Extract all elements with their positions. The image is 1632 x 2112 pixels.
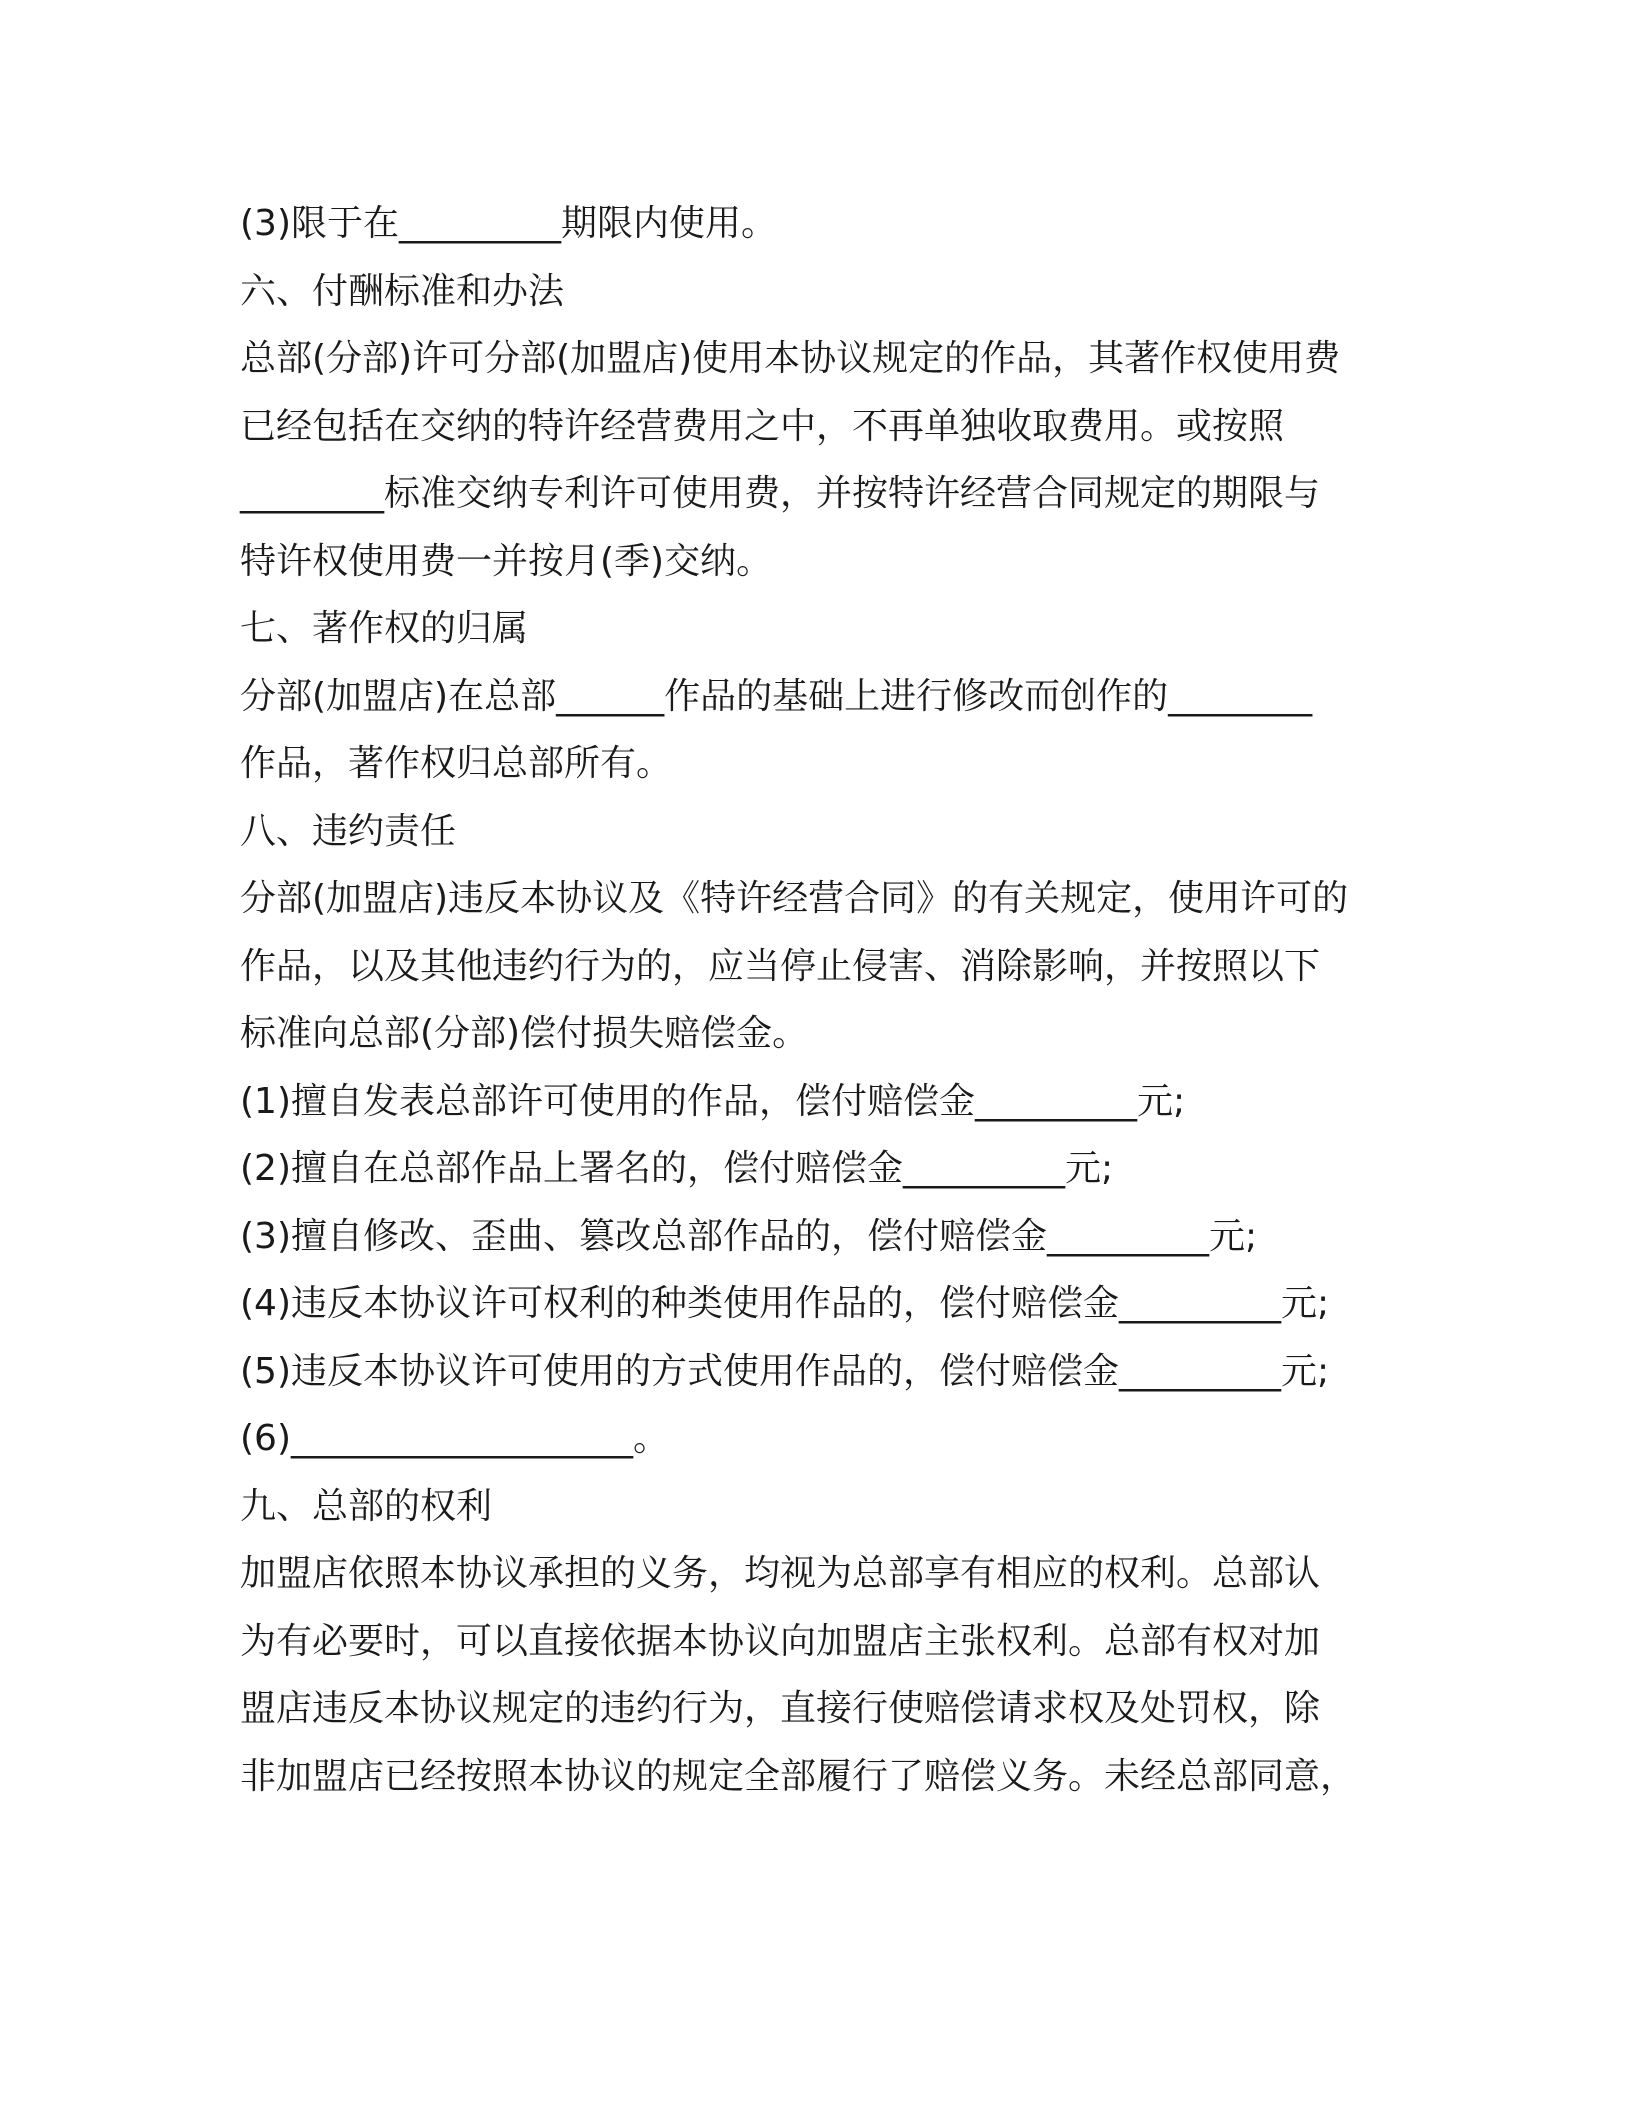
clause-3-term-limit: (3)限于在_________期限内使用。 [240,203,777,244]
section-8-item-1: (1)擅自发表总部许可使用的作品，偿付赔偿金_________元; [240,1080,1186,1122]
section-8-item-6: (6)___________________。 [240,1418,669,1459]
section-8-item-4: (4)违反本协议许可权利的种类使用作品的，偿付赔偿金_________元; [240,1283,1330,1324]
section-6-paragraph-line: 特许权使用费一并按月(季)交纳。 [240,540,773,582]
section-8-item-2: (2)擅自在总部作品上署名的，偿付赔偿金_________元; [240,1148,1114,1189]
section-7-paragraph-line: 作品，著作权归总部所有。 [240,743,673,784]
section-8-item-5: (5)违反本协议许可使用的方式使用作品的，偿付赔偿金_________元; [240,1350,1330,1392]
section-9-paragraph-line: 非加盟店已经按照本协议的规定全部履行了赔偿义务。未经总部同意， [240,1755,1357,1797]
section-7-paragraph-line: 分部(加盟店)在总部______作品的基础上进行修改而创作的________ [240,675,1313,717]
section-8-heading: 八、违约责任 [240,810,457,852]
document-body [240,190,1400,1810]
section-8-paragraph-line: 标准向总部(分部)偿付损失赔偿金。 [240,1013,809,1054]
section-6-paragraph-line: 总部(分部)许可分部(加盟店)使用本协议规定的作品，其著作权使用费 [240,338,1341,379]
section-6-heading: 六、付酬标准和办法 [240,270,565,312]
section-9-heading: 九、总部的权利 [240,1485,493,1527]
section-6-paragraph-line: ________标准交纳专利许可使用费，并按特许经营合同规定的期限与 [240,473,1321,514]
section-8-paragraph-line: 分部(加盟店)违反本协议及《特许经营合同》的有关规定，使用许可的 [240,878,1349,919]
section-6-paragraph-line: 已经包括在交纳的特许经营费用之中，不再单独收取费用。或按照 [240,405,1285,447]
section-8-item-3: (3)擅自修改、歪曲、篡改总部作品的，偿付赔偿金_________元; [240,1215,1258,1257]
section-9-paragraph-line: 为有必要时，可以直接依据本协议向加盟店主张权利。总部有权对加 [240,1620,1321,1662]
section-9-paragraph-line: 盟店违反本协议规定的违约行为，直接行使赔偿请求权及处罚权，除 [240,1688,1321,1729]
section-9-paragraph-line: 加盟店依照本协议承担的义务，均视为总部享有相应的权利。总部认 [240,1553,1321,1594]
section-7-heading: 七、著作权的归属 [240,608,529,649]
section-8-paragraph-line: 作品，以及其他违约行为的，应当停止侵害、消除影响，并按照以下 [240,945,1321,987]
